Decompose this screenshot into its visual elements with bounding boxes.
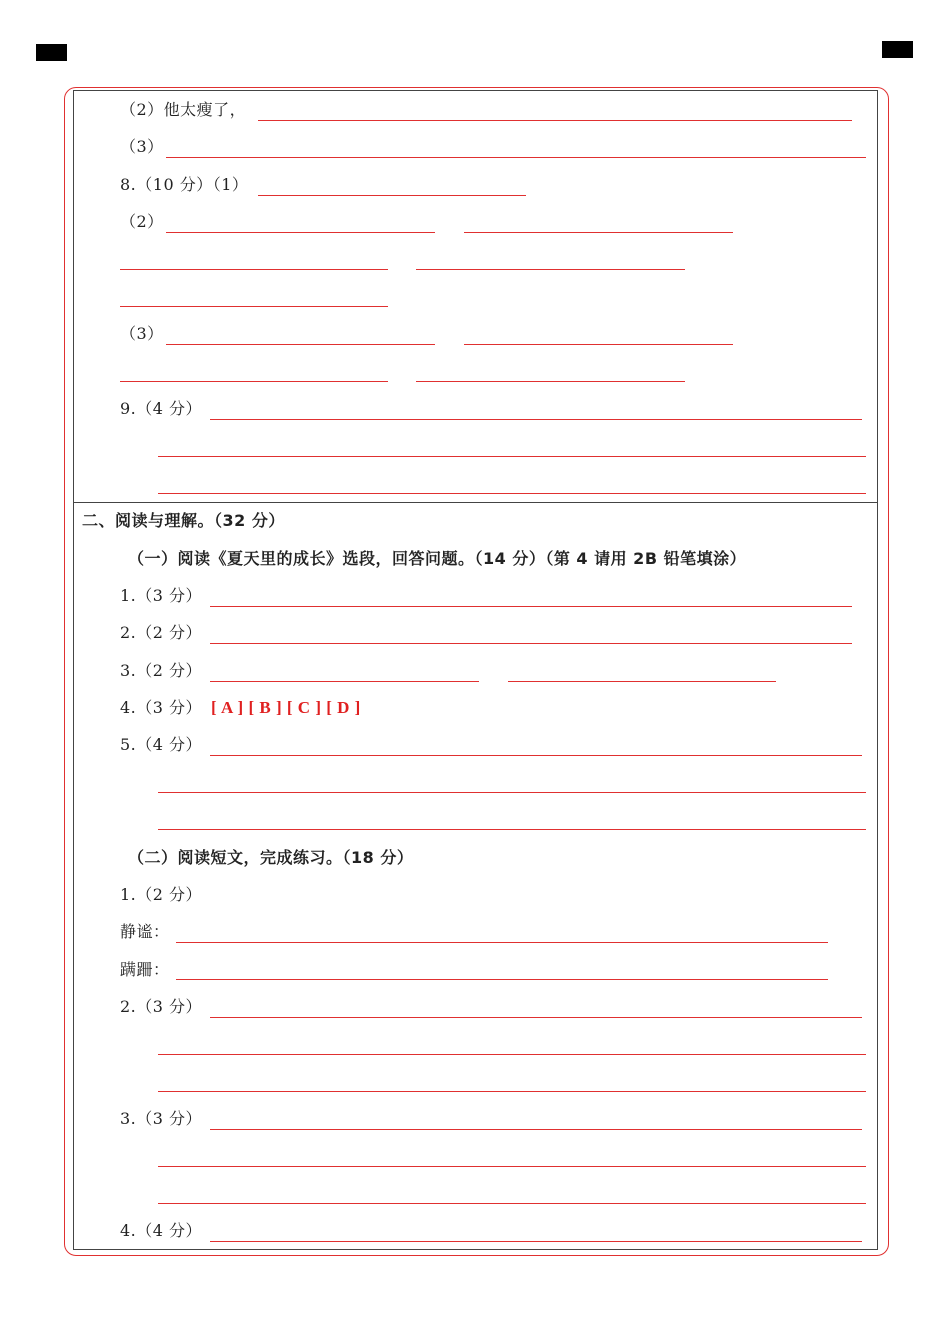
- p1-q5-label: 5.（4 分）: [120, 735, 203, 754]
- passage-2-title: （二）阅读短文，完成练习。（18 分）: [128, 848, 414, 867]
- corner-marker-left: [36, 44, 67, 61]
- p2-q2-answer-line[interactable]: [210, 1017, 862, 1018]
- p2-q4-answer-line[interactable]: [210, 1241, 862, 1242]
- q9-label: 9.（4 分）: [120, 399, 203, 418]
- p1-q4-label: 4.（3 分）: [120, 698, 203, 717]
- p2-word-1-answer-line[interactable]: [176, 942, 828, 943]
- q8-3-answer-line[interactable]: [416, 381, 685, 382]
- p2-q2-answer-line[interactable]: [158, 1054, 866, 1055]
- p1-q2-answer-line[interactable]: [210, 643, 852, 644]
- p1-q1-label: 1.（3 分）: [120, 586, 203, 605]
- q8-2-answer-line[interactable]: [464, 232, 733, 233]
- p2-word-1-label: 静谧：: [120, 922, 170, 941]
- q8-3-answer-line[interactable]: [464, 344, 733, 345]
- section-2-title: 二、阅读与理解。（32 分）: [82, 511, 285, 530]
- p1-q3-label: 3.（2 分）: [120, 661, 203, 680]
- q8-3-answer-line[interactable]: [120, 381, 388, 382]
- q7-2-label: （2）他太瘦了，: [120, 100, 247, 119]
- q8-3-label: （3）: [120, 324, 164, 343]
- q8-2-answer-line[interactable]: [120, 306, 388, 307]
- p2-q1-label: 1.（2 分）: [120, 885, 203, 904]
- q8-2-label: （2）: [120, 212, 164, 231]
- p1-q5-answer-line[interactable]: [210, 755, 862, 756]
- p1-q3-answer-line[interactable]: [508, 681, 776, 682]
- p1-q3-answer-line[interactable]: [210, 681, 479, 682]
- p2-q4-label: 4.（4 分）: [120, 1221, 203, 1240]
- q7-3-label: （3）: [120, 137, 164, 156]
- p2-q2-answer-line[interactable]: [158, 1091, 866, 1092]
- p1-q1-answer-line[interactable]: [210, 606, 852, 607]
- p2-q3-label: 3.（3 分）: [120, 1109, 203, 1128]
- p2-q2-label: 2.（3 分）: [120, 997, 203, 1016]
- corner-marker-right: [882, 41, 913, 58]
- q9-answer-line[interactable]: [210, 419, 862, 420]
- p2-q3-answer-line[interactable]: [158, 1166, 866, 1167]
- q7-3-answer-line[interactable]: [166, 157, 866, 158]
- p2-q3-answer-line[interactable]: [210, 1129, 862, 1130]
- q8-1-answer-line[interactable]: [258, 195, 526, 196]
- p1-q2-label: 2.（2 分）: [120, 623, 203, 642]
- p2-q3-answer-line[interactable]: [158, 1203, 866, 1204]
- q9-answer-line[interactable]: [158, 456, 866, 457]
- q8-label: 8.（10 分）（1）: [120, 175, 249, 194]
- q7-2-answer-line[interactable]: [258, 120, 852, 121]
- q8-3-answer-line[interactable]: [166, 344, 435, 345]
- p2-word-2-label: 蹒跚：: [120, 960, 170, 979]
- passage-1-title: （一）阅读《夏天里的成长》选段，回答问题。（14 分）（第 4 请用 2B 铅笔填涂）: [128, 549, 747, 568]
- section-divider: [73, 502, 878, 503]
- q8-2-answer-line[interactable]: [166, 232, 435, 233]
- q9-answer-line[interactable]: [158, 493, 866, 494]
- q8-2-answer-line[interactable]: [416, 269, 685, 270]
- p1-q5-answer-line[interactable]: [158, 792, 866, 793]
- p2-word-2-answer-line[interactable]: [176, 979, 828, 980]
- p1-q5-answer-line[interactable]: [158, 829, 866, 830]
- q8-2-answer-line[interactable]: [120, 269, 388, 270]
- p1-q4-choice-options[interactable]: [ A ] [ B ] [ C ] [ D ]: [211, 698, 361, 717]
